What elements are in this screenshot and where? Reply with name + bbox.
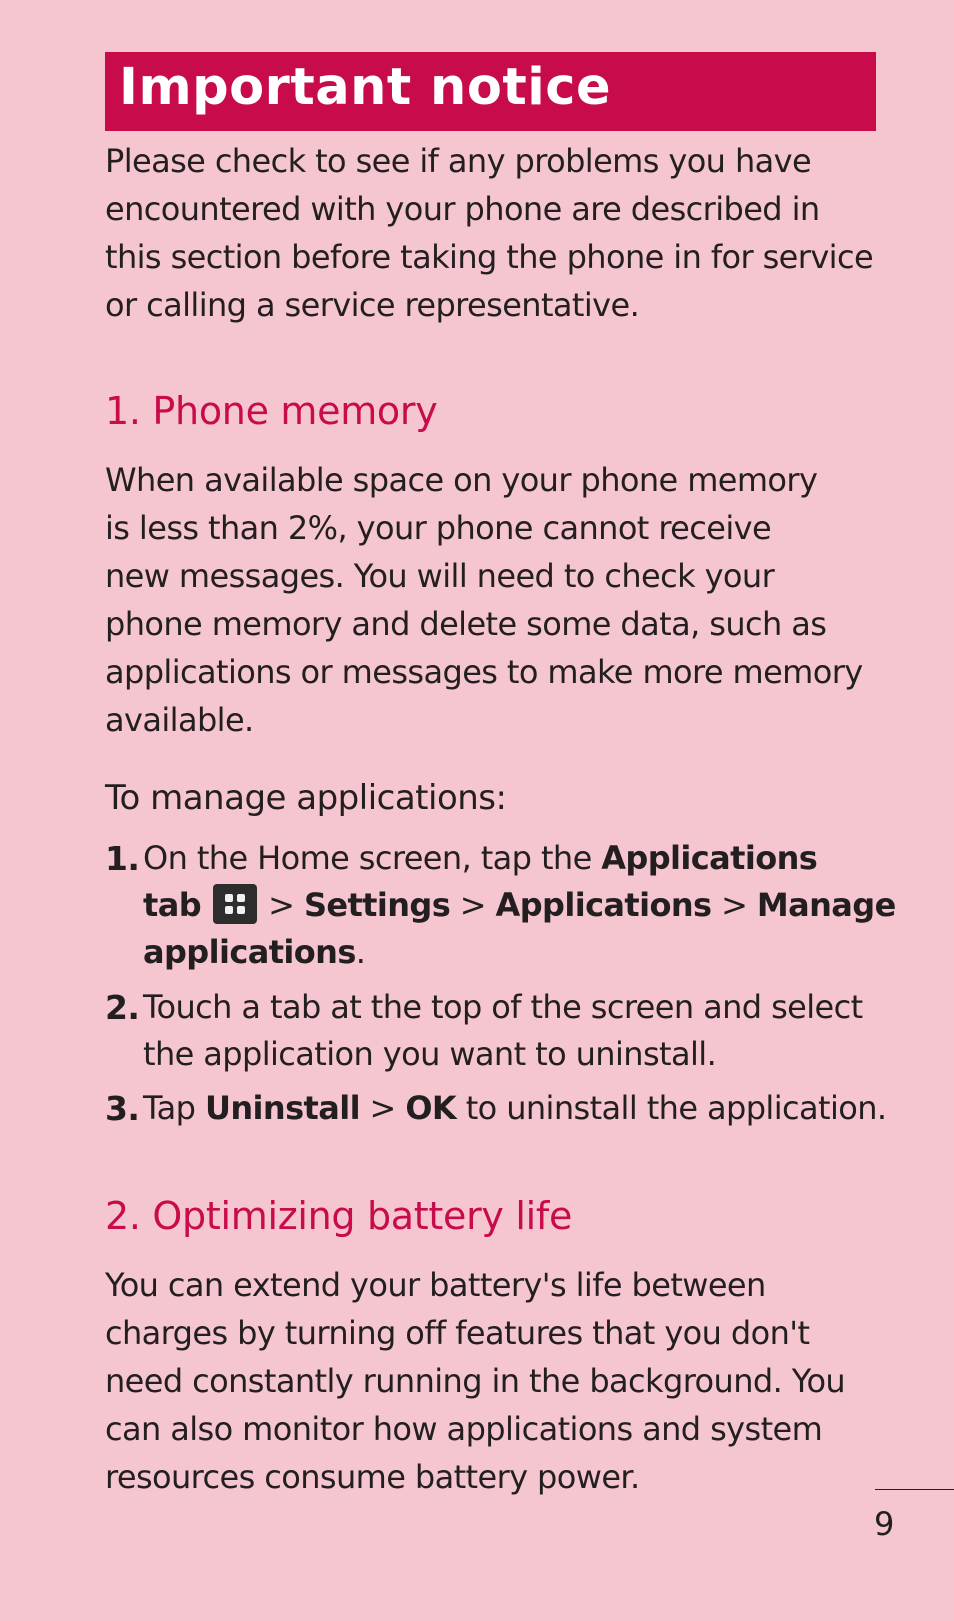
step-text-run: Tap <box>143 1089 205 1127</box>
step-line <box>143 929 913 976</box>
menu-separator: > <box>450 886 496 924</box>
menu-separator: > <box>359 1089 406 1127</box>
paragraph-line: new messages. You will need to check your <box>105 557 775 595</box>
step-bold-settings: Settings <box>303 886 451 924</box>
step-text <box>143 1085 913 1132</box>
step-bold-tab: tab <box>143 886 201 924</box>
step-text <box>143 984 913 1078</box>
paragraph-line: is less than 2%, your phone cannot receive <box>105 509 772 547</box>
intro-line: Please check to see if any problems you have <box>105 142 812 180</box>
section-heading-battery-life: 2. Optimizing battery life <box>105 1194 573 1238</box>
step-text-run: . <box>355 933 366 971</box>
step-number: 2. <box>105 988 140 1027</box>
step-bold-uninstall: Uninstall <box>204 1089 360 1127</box>
page-title: Important notice <box>119 58 612 117</box>
step-bold-applications: Applications <box>495 886 712 924</box>
notice-banner <box>105 52 876 131</box>
paragraph-line: can also monitor how applications and system <box>105 1410 823 1448</box>
paragraph-line: charges by turning off features that you don't <box>105 1314 810 1352</box>
step-line <box>143 835 913 882</box>
intro-line: or calling a service representative. <box>105 286 640 324</box>
step-line <box>143 882 913 929</box>
paragraph-line: available. <box>105 701 254 739</box>
paragraph-line: need constantly running in the background. You <box>105 1362 846 1400</box>
step-bold-applications: Applications <box>601 839 818 877</box>
step-text-run: to uninstall the application. <box>456 1089 887 1127</box>
step-bold-manage: Manage <box>756 886 896 924</box>
step-number: 1. <box>105 839 140 878</box>
applications-grid-icon <box>213 884 257 924</box>
intro-paragraph <box>105 137 885 329</box>
phone-memory-paragraph <box>105 456 885 744</box>
section-heading-phone-memory: 1. Phone memory <box>105 389 438 433</box>
menu-separator: > <box>258 886 304 924</box>
intro-line: this section before taking the phone in for service <box>105 238 874 276</box>
menu-separator: > <box>711 886 757 924</box>
intro-line: encountered with your phone are described in <box>105 190 820 228</box>
step-bold-applications: applications <box>143 933 356 971</box>
subheading-manage-applications: To manage applications: <box>105 778 507 818</box>
step-line: Touch a tab at the top of the screen and select <box>143 988 863 1026</box>
paragraph-line: phone memory and delete some data, such as <box>105 605 827 643</box>
footer-divider <box>875 1489 954 1490</box>
paragraph-line: You can extend your battery's life between <box>105 1266 766 1304</box>
step-bold-ok: OK <box>405 1089 457 1127</box>
step-text <box>143 835 913 976</box>
step-line: the application you want to uninstall. <box>143 1035 717 1073</box>
paragraph-line: When available space on your phone memory <box>105 461 818 499</box>
step-text-run: On the Home screen, tap the <box>143 839 602 877</box>
step-line <box>143 1085 913 1132</box>
page-number: 9 <box>874 1505 895 1543</box>
paragraph-line: applications or messages to make more memory <box>105 653 863 691</box>
step-number: 3. <box>105 1089 140 1128</box>
paragraph-line: resources consume battery power. <box>105 1458 640 1496</box>
battery-life-paragraph <box>105 1261 885 1501</box>
